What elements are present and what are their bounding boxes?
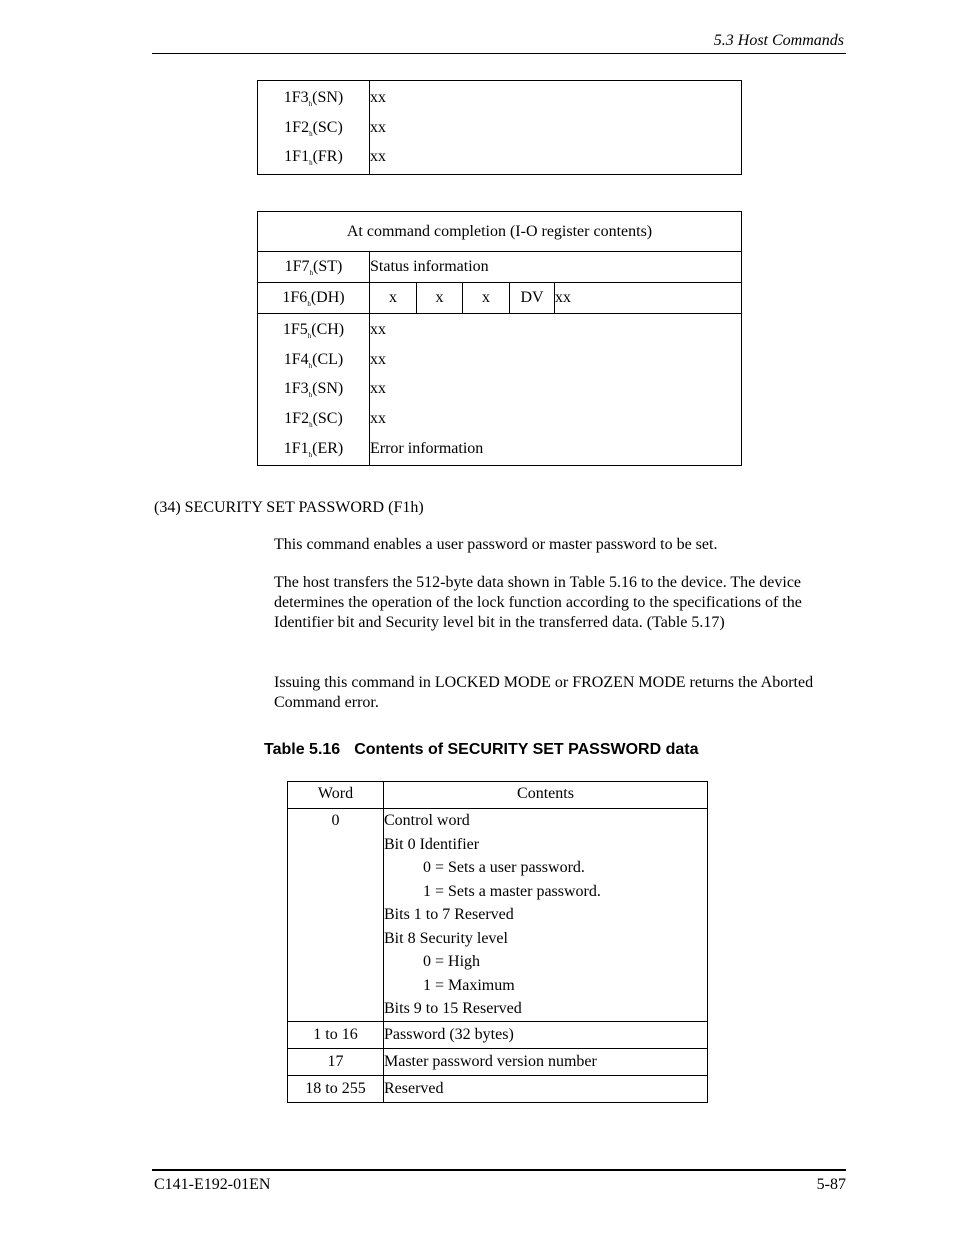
bit-cell: x (463, 283, 510, 314)
table-row (258, 81, 742, 175)
contents-line: Bits 1 to 7 Reserved (384, 906, 514, 923)
table-caption-text: Contents of SECURITY SET PASSWORD data (354, 741, 699, 758)
contents-line: Bit 8 Security level (384, 929, 508, 947)
word-cell: 17 (288, 1048, 384, 1075)
register-name: $1F3_h(SN)$ (283, 380, 344, 400)
contents-cell: Password (32 bytes) (384, 1021, 708, 1048)
register-name: $1F2_h(SC)$ (284, 118, 343, 138)
contents-cell: Reserved (384, 1075, 708, 1102)
register-name: $1F1_h(ER)$ (283, 439, 344, 459)
bit-cell: DV (510, 283, 555, 314)
word-cell: 1 to 16 (288, 1021, 384, 1048)
section-heading: (34) SECURITY SET PASSWORD (F1h) (154, 499, 424, 516)
header-rule (152, 53, 846, 54)
bit-cell: xx (555, 283, 742, 314)
contents-cell (384, 809, 708, 1022)
register-names-cell (258, 314, 370, 466)
register-names-cell (258, 81, 370, 175)
register-value: Error information (370, 439, 484, 457)
page-number: 5-87 (816, 1176, 846, 1193)
paragraph: Issuing this command in LOCKED MODE or FROZEN MODE returns the Aborted Command error. (274, 674, 814, 711)
table-title: At command completion (I-O register contents) (258, 212, 742, 252)
table-row (258, 212, 742, 252)
table-row (288, 1048, 708, 1075)
table-row (258, 283, 742, 314)
word-cell: 18 to 255 (288, 1075, 384, 1102)
contents-line: Bit 0 Identifier (384, 835, 480, 853)
contents-line: Bits 9 to 15 Reserved (384, 1000, 522, 1017)
table-row (288, 809, 708, 1022)
completion-register-table (257, 211, 742, 466)
register-value: xx (370, 148, 386, 166)
register-value: Status information (370, 252, 742, 283)
word-cell: 0 (288, 809, 384, 1022)
register-value: xx (370, 118, 386, 136)
bit-cell: x (417, 283, 463, 314)
running-header: 5.3 Host Commands (713, 32, 844, 49)
security-set-password-table (287, 781, 708, 1103)
table-caption-number: Table 5.16 (264, 741, 341, 758)
contents-line: 0 = High (423, 953, 481, 970)
register-name: $1F7_h(ST)$ (258, 252, 370, 283)
table-caption (264, 741, 699, 759)
table-row (288, 1075, 708, 1102)
contents-cell: Master password version number (384, 1048, 708, 1075)
table-row (288, 1021, 708, 1048)
column-header-word: Word (288, 782, 384, 809)
document-id: C141-E192-01EN (154, 1176, 271, 1193)
contents-line: 1 = Maximum (423, 976, 515, 994)
bit-cell: x (370, 283, 417, 314)
table-row (258, 252, 742, 283)
register-name: $1F5_h(CH)$ (282, 321, 345, 340)
register-value: xx (370, 321, 386, 338)
contents-line: 0 = Sets a user password. (423, 859, 585, 876)
column-header-contents: Contents (384, 782, 708, 809)
register-value: xx (370, 89, 386, 106)
table-row (258, 314, 742, 466)
footer-rule (152, 1169, 846, 1171)
register-name: $1F4_h(CL)$ (283, 350, 344, 370)
register-table-continued (257, 80, 742, 175)
paragraph: The host transfers the 512-byte data shown in Table 5.16 to the device. The device determines the operation of the lock function according to the specifications of the Identifier bit and Security level bit in the transferred data. (Table 5.17) (274, 574, 802, 631)
register-name: $1F2_h(SC)$ (284, 410, 343, 430)
register-value: xx (370, 410, 386, 428)
register-name: $1F3_h(SN)$ (283, 89, 344, 108)
register-values-cell (370, 81, 742, 175)
register-value: xx (370, 350, 386, 368)
paragraph: This command enables a user password or master password to be set. (274, 536, 718, 553)
contents-line: Control word (384, 812, 470, 829)
register-name: $1F1_h(FR)$ (284, 148, 343, 168)
register-value: xx (370, 380, 386, 398)
register-name: $1F6_h(DH)$ (258, 283, 370, 314)
table-header-row (288, 782, 708, 809)
contents-line: 1 = Sets a master password. (423, 882, 601, 900)
register-values-cell (370, 314, 742, 466)
